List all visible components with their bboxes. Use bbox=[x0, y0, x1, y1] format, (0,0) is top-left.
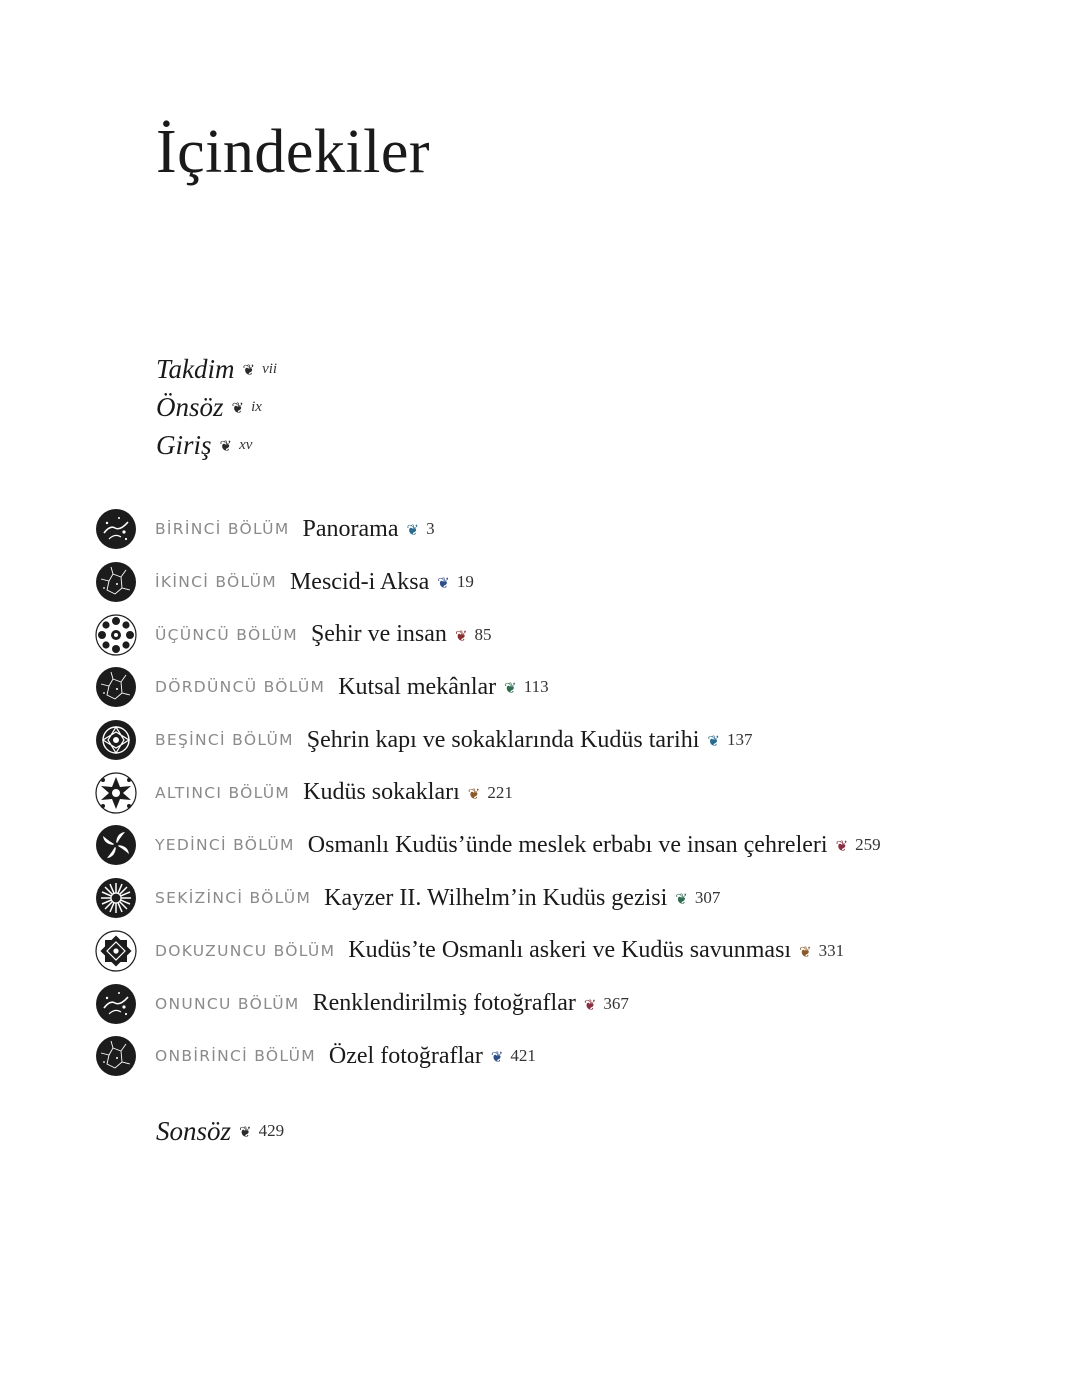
entry-title: Sonsöz bbox=[156, 1115, 232, 1146]
pinwheel-medallion-icon bbox=[95, 824, 137, 866]
chapter-title: Osmanlı Kudüs’ünde meslek erbabı ve insan çehreleri bbox=[307, 831, 828, 858]
fleuron-icon: ❦ bbox=[219, 437, 233, 455]
chapter-label: SEKİZİNCİ BÖLÜM bbox=[155, 889, 312, 908]
fleuron-icon: ❦ bbox=[707, 732, 720, 751]
toc-chapter-5[interactable] bbox=[95, 714, 881, 767]
toc-entry-sonsoz[interactable] bbox=[156, 1112, 284, 1150]
front-matter-list bbox=[156, 350, 277, 464]
page-number: 307 bbox=[694, 888, 721, 908]
toc-chapter-8[interactable] bbox=[95, 872, 881, 925]
page-number: xv bbox=[239, 436, 253, 453]
fleuron-icon: ❦ bbox=[242, 361, 256, 379]
toc-chapter-2[interactable] bbox=[95, 556, 881, 609]
chapter-label: ONUNCU BÖLÜM bbox=[155, 994, 300, 1013]
chapter-label: İKİNCİ BÖLÜM bbox=[155, 573, 277, 592]
sunburst-medallion-icon bbox=[95, 877, 137, 919]
toc-chapter-3[interactable] bbox=[95, 608, 881, 661]
fleuron-icon: ❦ bbox=[835, 837, 849, 856]
chapter-title: Şehrin kapı ve sokaklarında Kudüs tarihi bbox=[306, 726, 700, 753]
page-number: 421 bbox=[510, 1046, 536, 1066]
fleuron-icon: ❦ bbox=[467, 784, 481, 803]
chapter-title: Kutsal mekânlar bbox=[338, 673, 497, 700]
fleuron-icon: ❦ bbox=[437, 574, 450, 593]
ink-splatter-medallion-icon bbox=[95, 508, 137, 550]
fleuron-icon: ❦ bbox=[406, 521, 420, 540]
toc-entry-takdim[interactable] bbox=[156, 350, 277, 388]
chapter-title: Kayzer II. Wilhelm’in Kudüs gezisi bbox=[324, 884, 668, 911]
ink-splatter-medallion-icon bbox=[95, 983, 137, 1025]
chapter-title: Panorama bbox=[302, 515, 399, 542]
page-number: 259 bbox=[855, 835, 881, 855]
fleuron-icon: ❦ bbox=[490, 1048, 504, 1067]
chapter-label: ONBİRİNCİ BÖLÜM bbox=[155, 1047, 316, 1066]
page-number: 137 bbox=[726, 730, 753, 750]
page-number: ix bbox=[251, 398, 262, 415]
entry-title: Takdim bbox=[156, 353, 235, 384]
toc-chapter-11[interactable] bbox=[95, 1030, 881, 1083]
eight-point-star-medallion-icon bbox=[95, 930, 137, 972]
chapter-title: Mescid-i Aksa bbox=[289, 568, 430, 595]
page-number: 3 bbox=[426, 519, 435, 539]
chapter-label: BİRİNCİ BÖLÜM bbox=[155, 520, 290, 539]
back-matter-list bbox=[156, 1112, 284, 1150]
chapter-label: BEŞİNCİ BÖLÜM bbox=[155, 731, 294, 750]
crackle-medallion-icon bbox=[95, 666, 137, 708]
chapter-title: Kudüs’te Osmanlı askeri ve Kudüs savunması bbox=[348, 937, 792, 964]
fleuron-icon: ❦ bbox=[239, 1123, 252, 1141]
toc-entry-onsoz[interactable] bbox=[156, 388, 277, 426]
star-medallion-icon bbox=[95, 772, 137, 814]
geometric-medallion-icon bbox=[95, 719, 137, 761]
page-number: 367 bbox=[603, 993, 629, 1013]
fleuron-icon: ❦ bbox=[231, 399, 245, 417]
toc-chapter-4[interactable] bbox=[95, 661, 881, 714]
page-number: 113 bbox=[523, 677, 549, 697]
fleuron-icon: ❦ bbox=[504, 679, 517, 698]
page-number: 85 bbox=[474, 624, 492, 644]
page-number: 429 bbox=[258, 1121, 285, 1140]
page-title: İçindekiler bbox=[156, 118, 431, 186]
crackle-medallion-icon bbox=[95, 561, 137, 603]
toc-chapter-10[interactable] bbox=[95, 977, 881, 1030]
page-number: 221 bbox=[487, 782, 513, 802]
chapter-title: Şehir ve insan bbox=[310, 621, 447, 648]
page-number: 331 bbox=[818, 940, 845, 960]
entry-title: Önsöz bbox=[156, 391, 224, 422]
toc-chapter-1[interactable] bbox=[95, 503, 881, 556]
page-number: vii bbox=[262, 360, 278, 377]
toc-chapter-7[interactable] bbox=[95, 819, 881, 872]
toc-chapter-9[interactable] bbox=[95, 925, 881, 978]
chapter-title: Renklendirilmiş fotoğraflar bbox=[312, 990, 576, 1017]
chapter-label: YEDİNCİ BÖLÜM bbox=[155, 836, 295, 855]
chapter-label: ALTINCI BÖLÜM bbox=[155, 783, 291, 802]
entry-title: Giriş bbox=[156, 429, 212, 460]
toc-entry-giris[interactable] bbox=[156, 426, 277, 464]
chapter-title: Özel fotoğraflar bbox=[328, 1042, 483, 1069]
fleuron-icon: ❦ bbox=[583, 995, 597, 1014]
chapter-list bbox=[95, 503, 881, 1083]
fleuron-icon: ❦ bbox=[454, 626, 468, 645]
crackle-medallion-icon bbox=[95, 1035, 137, 1077]
chapter-title: Kudüs sokakları bbox=[303, 779, 460, 806]
page-number: 19 bbox=[456, 572, 474, 592]
fleuron-icon: ❦ bbox=[799, 942, 812, 961]
chapter-label: DÖRDÜNCÜ BÖLÜM bbox=[155, 678, 326, 697]
toc-chapter-6[interactable] bbox=[95, 766, 881, 819]
floral-medallion-icon bbox=[95, 614, 137, 656]
fleuron-icon: ❦ bbox=[675, 890, 688, 909]
chapter-label: ÜÇÜNCÜ BÖLÜM bbox=[155, 625, 298, 644]
chapter-label: DOKUZUNCU BÖLÜM bbox=[155, 941, 336, 960]
